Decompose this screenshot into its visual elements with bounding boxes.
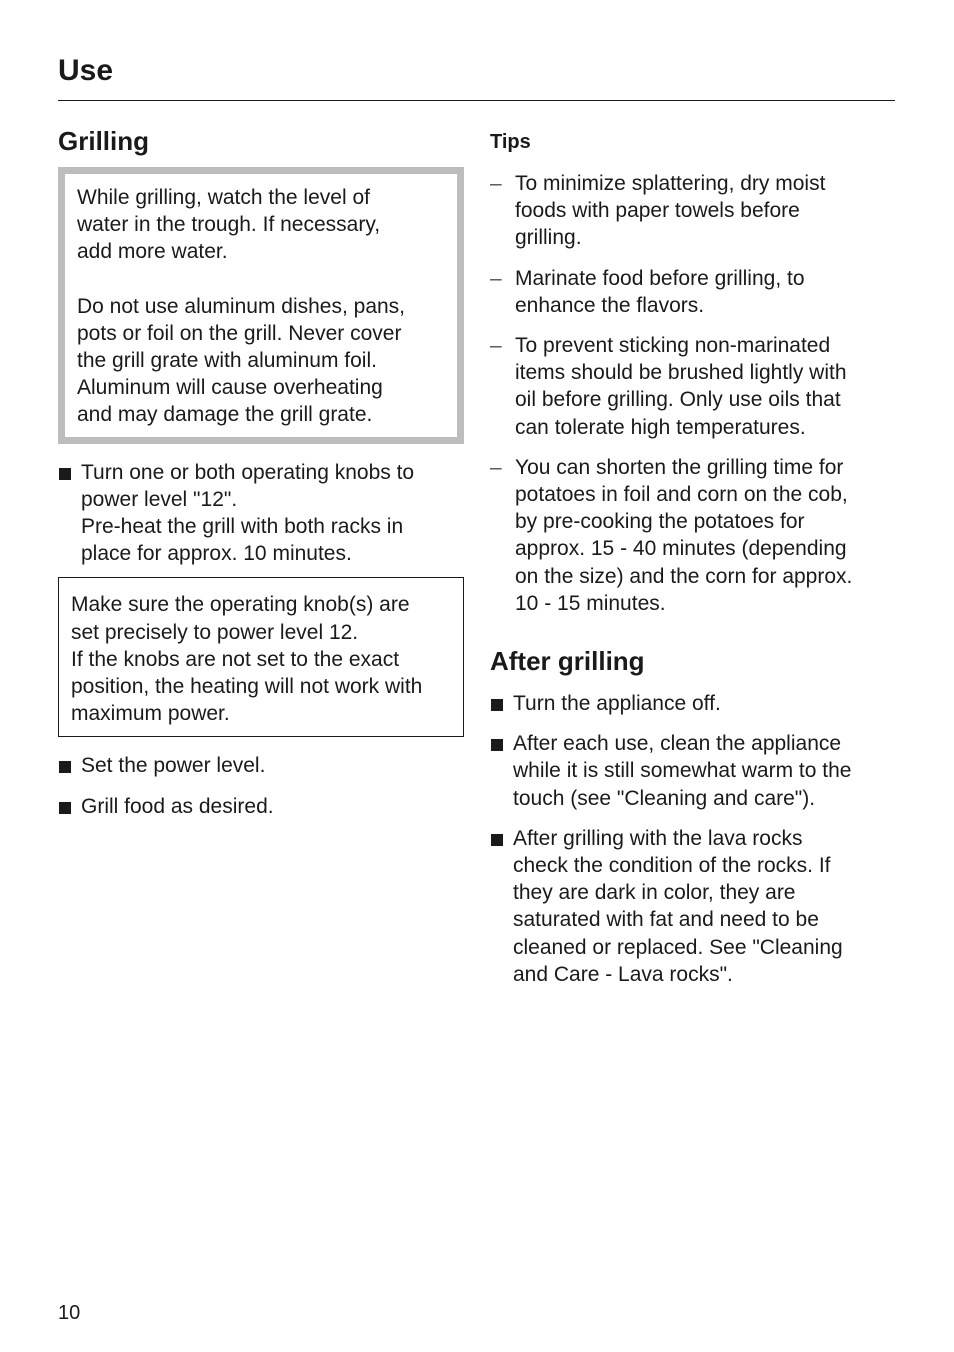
dash-bullet-icon: – [490,172,502,195]
tips-label: Tips [490,131,531,153]
dash-bullet-icon: – [490,334,502,358]
note-box: Make sure the operating knob(s) are set precisely to power level 12. If the knobs are not set to the exact position, the heating will not work with maximum power. [58,577,464,737]
list-item: Turn the appliance off. [490,690,895,717]
list-item: – Marinate food before grilling, to enhance the flavors. [490,266,805,317]
left-column [58,124,464,820]
list-item: After grilling with the lava rocks check the condition of the rocks. If they are dark in color, they are saturated with fat and need to be cleaned or replaced. See "Cleaning and Care - Lava rocks". [490,825,895,988]
preheat-steps [58,459,464,568]
warning-box [58,167,464,444]
page-title: Use [58,54,114,87]
list-item: Set the power level. [58,752,464,779]
list-item: – To prevent sticking non-marinated items should be brushed lightly with oil before grilling. Only use oils that can tolerate high temperatures. [490,334,847,439]
warning-paragraph-aluminum: Do not use aluminum dishes, pans, pots or foil on the grill. Never cover the grill grate with aluminum foil. Aluminum will cause overheating and may damage the grill grate. [77,294,406,427]
grilling-heading: Grilling [58,126,149,156]
after-grilling-steps [490,690,895,988]
square-bullet-icon [59,761,71,773]
tips-list [490,170,895,617]
square-bullet-icon [491,739,503,751]
dash-bullet-icon: – [490,266,502,290]
list-item: – You can shorten the grilling time for potatoes in foil and corn on the cob, by pre-cooking the potatoes for approx. 15 - 40 minutes (depending on the size) and the corn for approx. 10 - 15 minutes. [490,455,853,615]
list-item: – To minimize splattering, dry moist foods with paper towels before grilling. [490,172,826,250]
dash-bullet-icon: – [490,455,502,479]
warning-paragraph-water: While grilling, watch the level of water in the trough. If necessary, add more water. [77,186,381,264]
after-grilling-heading: After grilling [490,646,645,677]
square-bullet-icon [59,802,71,814]
square-bullet-icon [491,834,503,846]
list-item: After each use, clean the appliance while it is still somewhat warm to the touch (see "Cleaning and care"). [490,730,895,812]
square-bullet-icon [491,699,503,711]
page-header [58,50,895,101]
page-number: 10 [58,1302,81,1324]
square-bullet-icon [59,468,71,480]
right-column [490,128,895,988]
list-item: Turn one or both operating knobs to power level "12". Pre-heat the grill with both racks in place for approx. 10 minutes. [58,459,464,568]
grilling-steps [58,752,464,819]
list-item: Grill food as desired. [58,793,464,820]
